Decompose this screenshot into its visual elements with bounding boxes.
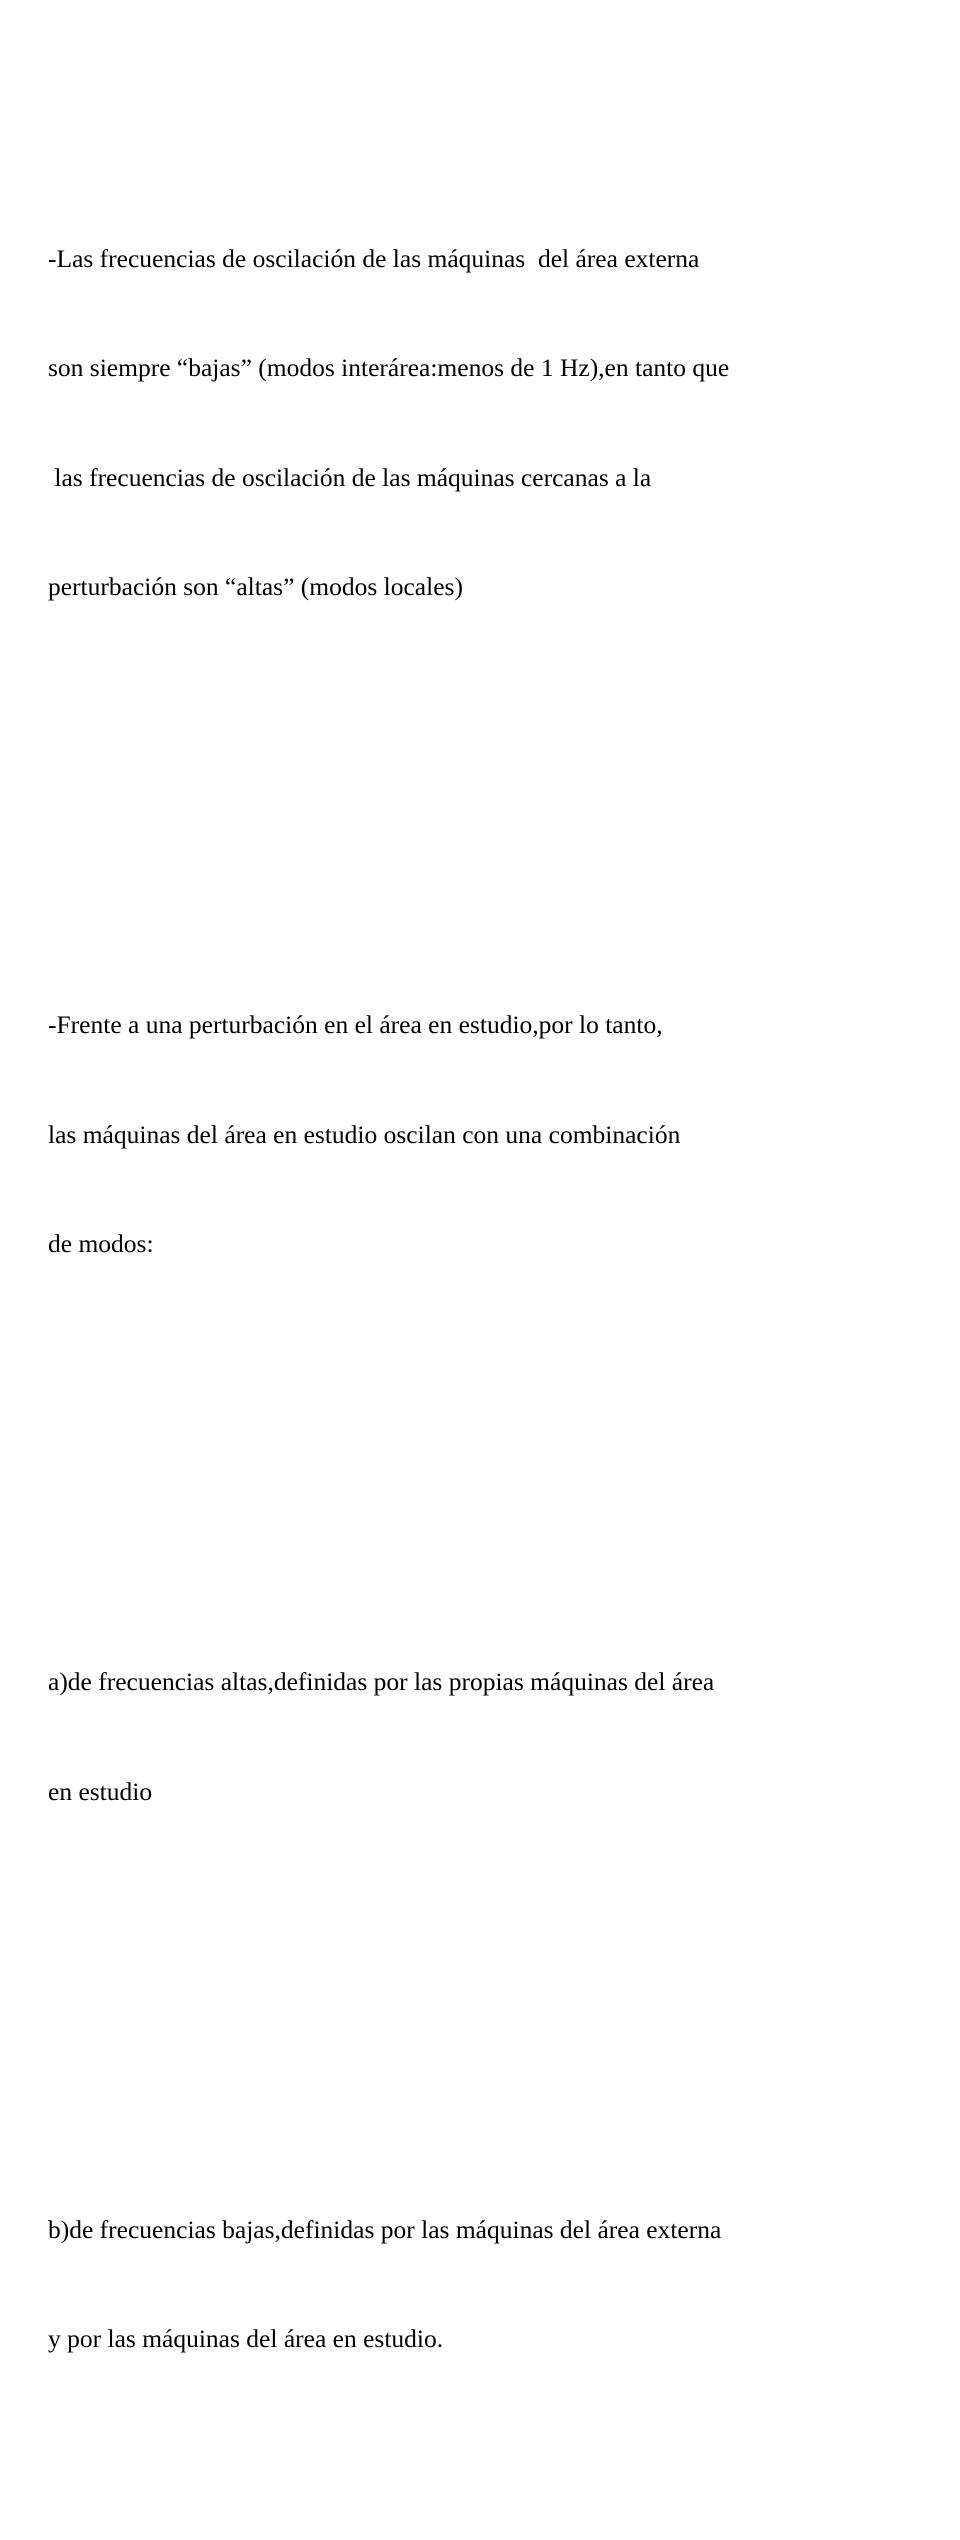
list-item-high-frequencies xyxy=(48,1591,948,1883)
text-line: a)de frecuencias altas,definidas por las propias máquinas del área xyxy=(48,1667,715,1696)
paragraph-spacer xyxy=(48,788,948,825)
paragraph-spacer xyxy=(48,1993,948,2030)
paragraph-spacer xyxy=(48,1445,948,1482)
text-line: en estudio xyxy=(48,1776,153,1806)
text-line: b)de frecuencias bajas,definidas por las máquinas del área externa xyxy=(48,2214,722,2244)
text-line: -Las frecuencias de oscilación de las máquinas del área externa xyxy=(48,243,700,273)
paragraph-study-area-disturbance xyxy=(48,934,948,1336)
text-line: son siempre “bajas” (modos interárea:menos de 1 Hz),en tanto que xyxy=(48,353,730,382)
list-item-low-frequencies xyxy=(48,2139,948,2431)
text-line: -Frente a una perturbación en el área en estudio,por lo tanto, xyxy=(48,1010,663,1039)
text-line: las máquinas del área en estudio oscilan con una combinación xyxy=(48,1119,681,1149)
text-line: perturbación son “altas” (modos locales) xyxy=(48,572,463,601)
text-line: y por las máquinas del área en estudio. xyxy=(48,2324,444,2353)
text-line: las frecuencias de oscilación de las máquinas cercanas a la xyxy=(48,462,652,492)
text-line: de modos: xyxy=(48,1229,154,1258)
paragraph-external-area-frequencies xyxy=(48,168,948,679)
slide-body-text xyxy=(48,58,948,2540)
